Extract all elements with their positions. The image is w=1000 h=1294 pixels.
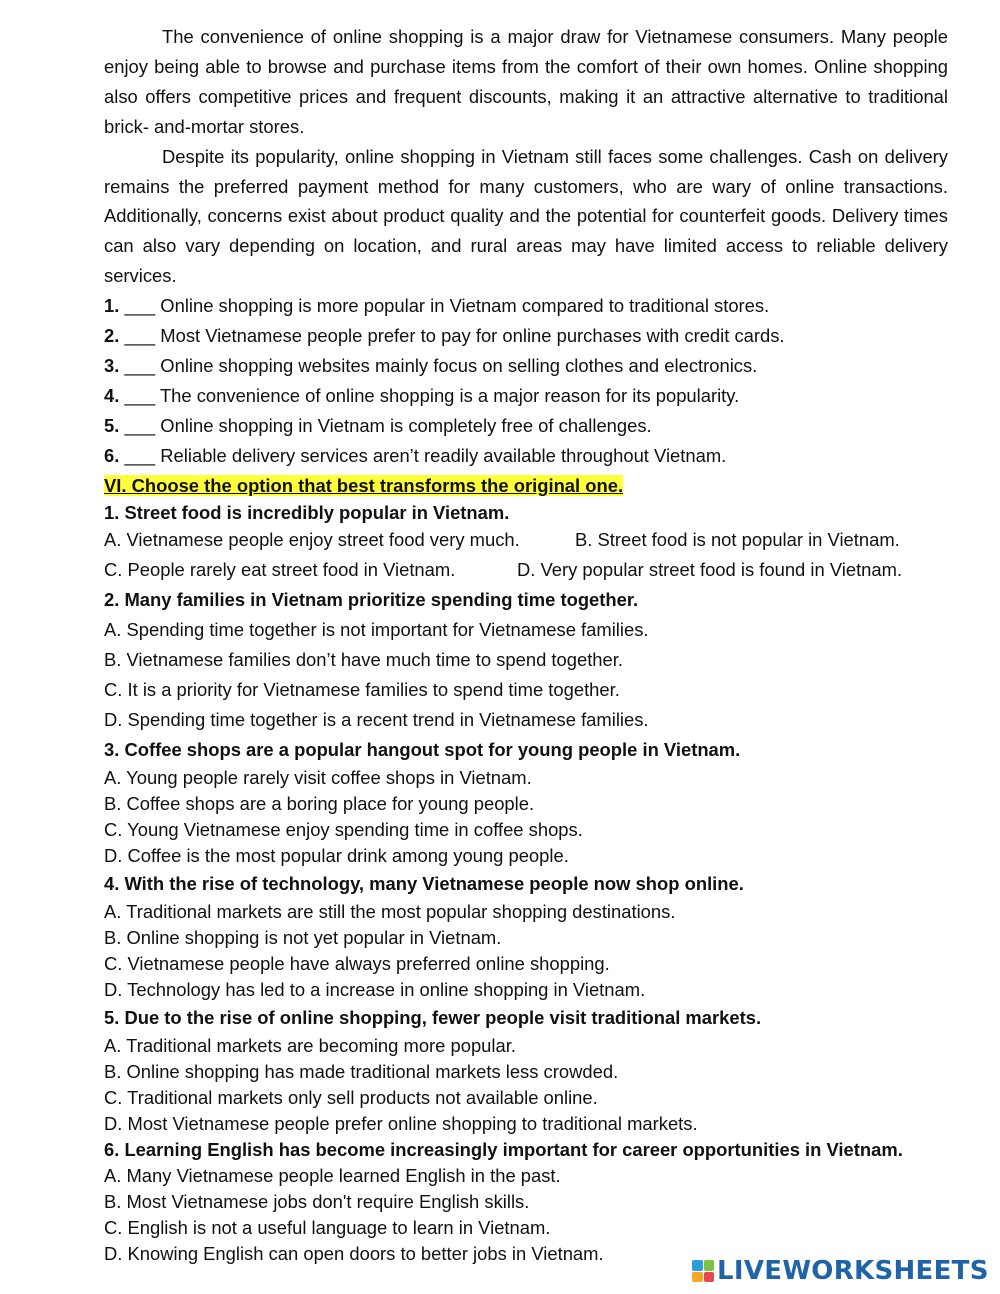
logo-text: LIVEWORKSHEETS [717,1256,989,1286]
logo-square [692,1272,703,1283]
passage-paragraph: Despite its popularity, online shopping in Vietnam still faces some challenges. Cash on delivery remains the preferred payment method for many customers, who are wary of online transactions. Additionally, concerns exist about product quality and the potential for counterfeit goods. Delivery times can also vary depending on location, and rural areas may have limited access to reliable delivery services. [104,145,948,287]
question-prompt: 5. Due to the rise of online shopping, fewer people visit traditional markets. [104,1006,762,1028]
option-c[interactable]: C. Young Vietnamese enjoy spending time in coffee shops. [104,818,583,840]
answer-blank[interactable]: ___ [124,295,156,317]
answer-blank[interactable]: ___ [124,354,156,376]
true-false-item [104,321,948,351]
option-c[interactable]: C. People rarely eat street food in Vietnam. [104,558,456,580]
question-block [104,1003,948,1137]
logo-square [692,1260,703,1271]
option-a[interactable]: A. Young people rarely visit coffee shops in Vietnam. [104,766,532,788]
question-prompt: 3. Coffee shops are a popular hangout spot for young people in Vietnam. [104,738,741,760]
question-prompt: 2. Many families in Vietnam prioritize spending time together. [104,588,639,610]
true-false-item [104,291,948,321]
true-false-item [104,441,948,471]
option-a[interactable]: A. Many Vietnamese people learned English in the past. [104,1164,561,1186]
answer-blank[interactable]: ___ [124,325,156,347]
question-prompt: 6. Learning English has become increasingly important for career opportunities in Vietnam. [104,1138,903,1160]
option-d[interactable]: D. Technology has led to a increase in online shopping in Vietnam. [104,978,646,1000]
option-a[interactable]: A. Traditional markets are still the most popular shopping destinations. [104,900,676,922]
option-a[interactable]: A. Spending time together is not important for Vietnamese families. [104,618,649,640]
option-b[interactable]: B. Online shopping has made traditional markets less crowded. [104,1060,619,1082]
option-b[interactable]: B. Most Vietnamese jobs don't require English skills. [104,1190,530,1212]
option-b[interactable]: B. Vietnamese families don’t have much time to spend together. [104,648,623,670]
logo-mark-icon [692,1260,714,1282]
statement-text: Online shopping websites mainly focus on selling clothes and electronics. [160,354,758,376]
option-c[interactable]: C. Traditional markets only sell products not available online. [104,1086,598,1108]
statement-text: The convenience of online shopping is a major reason for its popularity. [159,384,740,406]
question-block [104,869,948,1003]
item-number: 6. [104,444,120,466]
true-false-item [104,351,948,381]
question-block [104,735,948,869]
true-false-list [104,291,948,470]
answer-blank[interactable]: ___ [124,444,156,466]
true-false-item [104,411,948,441]
option-d[interactable]: D. Most Vietnamese people prefer online shopping to traditional markets. [104,1112,698,1134]
option-a[interactable]: A. Traditional markets are becoming more popular. [104,1034,516,1056]
option-b[interactable]: B. Street food is not popular in Vietnam. [575,528,900,550]
item-number: 3. [104,354,120,376]
question-prompt: 4. With the rise of technology, many Vietnamese people now shop online. [104,872,744,894]
item-number: 1. [104,295,120,317]
statement-text: Online shopping is more popular in Vietnam compared to traditional stores. [160,295,770,317]
item-number: 2. [104,325,120,347]
options-row [104,525,948,555]
option-d[interactable]: D. Very popular street food is found in Vietnam. [517,558,903,580]
option-b[interactable]: B. Online shopping is not yet popular in Vietnam. [104,926,502,948]
option-d[interactable]: D. Coffee is the most popular drink among young people. [104,844,569,866]
statement-text: Reliable delivery services aren’t readily available throughout Vietnam. [160,444,727,466]
item-number: 4. [104,384,120,406]
question-prompt: 1. Street food is incredibly popular in Vietnam. [104,501,510,523]
passage-paragraph: The convenience of online shopping is a major draw for Vietnamese consumers. Many people enjoy being able to browse and purchase items from the comfort of their own homes. Online shopping also offers competitive prices and frequent discounts, making it an attractive alternative to traditional brick- and-mortar stores. [104,26,948,137]
question-block [104,1137,948,1267]
option-c[interactable]: C. It is a priority for Vietnamese families to spend time together. [104,678,620,700]
option-d[interactable]: D. Knowing English can open doors to better jobs in Vietnam. [104,1242,604,1264]
section-title [104,471,948,500]
question-block [104,585,948,735]
statement-text: Most Vietnamese people prefer to pay for online purchases with credit cards. [160,325,785,347]
option-c[interactable]: C. English is not a useful language to learn in Vietnam. [104,1216,551,1238]
option-a[interactable]: A. Vietnamese people enjoy street food very much. [104,528,520,550]
true-false-item [104,381,948,411]
item-number: 5. [104,414,120,436]
option-c[interactable]: C. Vietnamese people have always preferred online shopping. [104,952,610,974]
answer-blank[interactable]: ___ [124,414,156,436]
option-d[interactable]: D. Spending time together is a recent trend in Vietnamese families. [104,708,649,730]
statement-text: Online shopping in Vietnam is completely free of challenges. [160,414,652,436]
logo-square [704,1260,715,1271]
liveworksheets-logo [692,1256,992,1286]
logo-square [704,1272,715,1283]
option-b[interactable]: B. Coffee shops are a boring place for young people. [104,792,535,814]
worksheet-page [104,22,948,1267]
section-title-text: VI. Choose the option that best transforms the original one. [104,474,624,496]
answer-blank[interactable]: ___ [124,384,156,406]
question-block [104,500,948,585]
options-row [104,555,948,585]
